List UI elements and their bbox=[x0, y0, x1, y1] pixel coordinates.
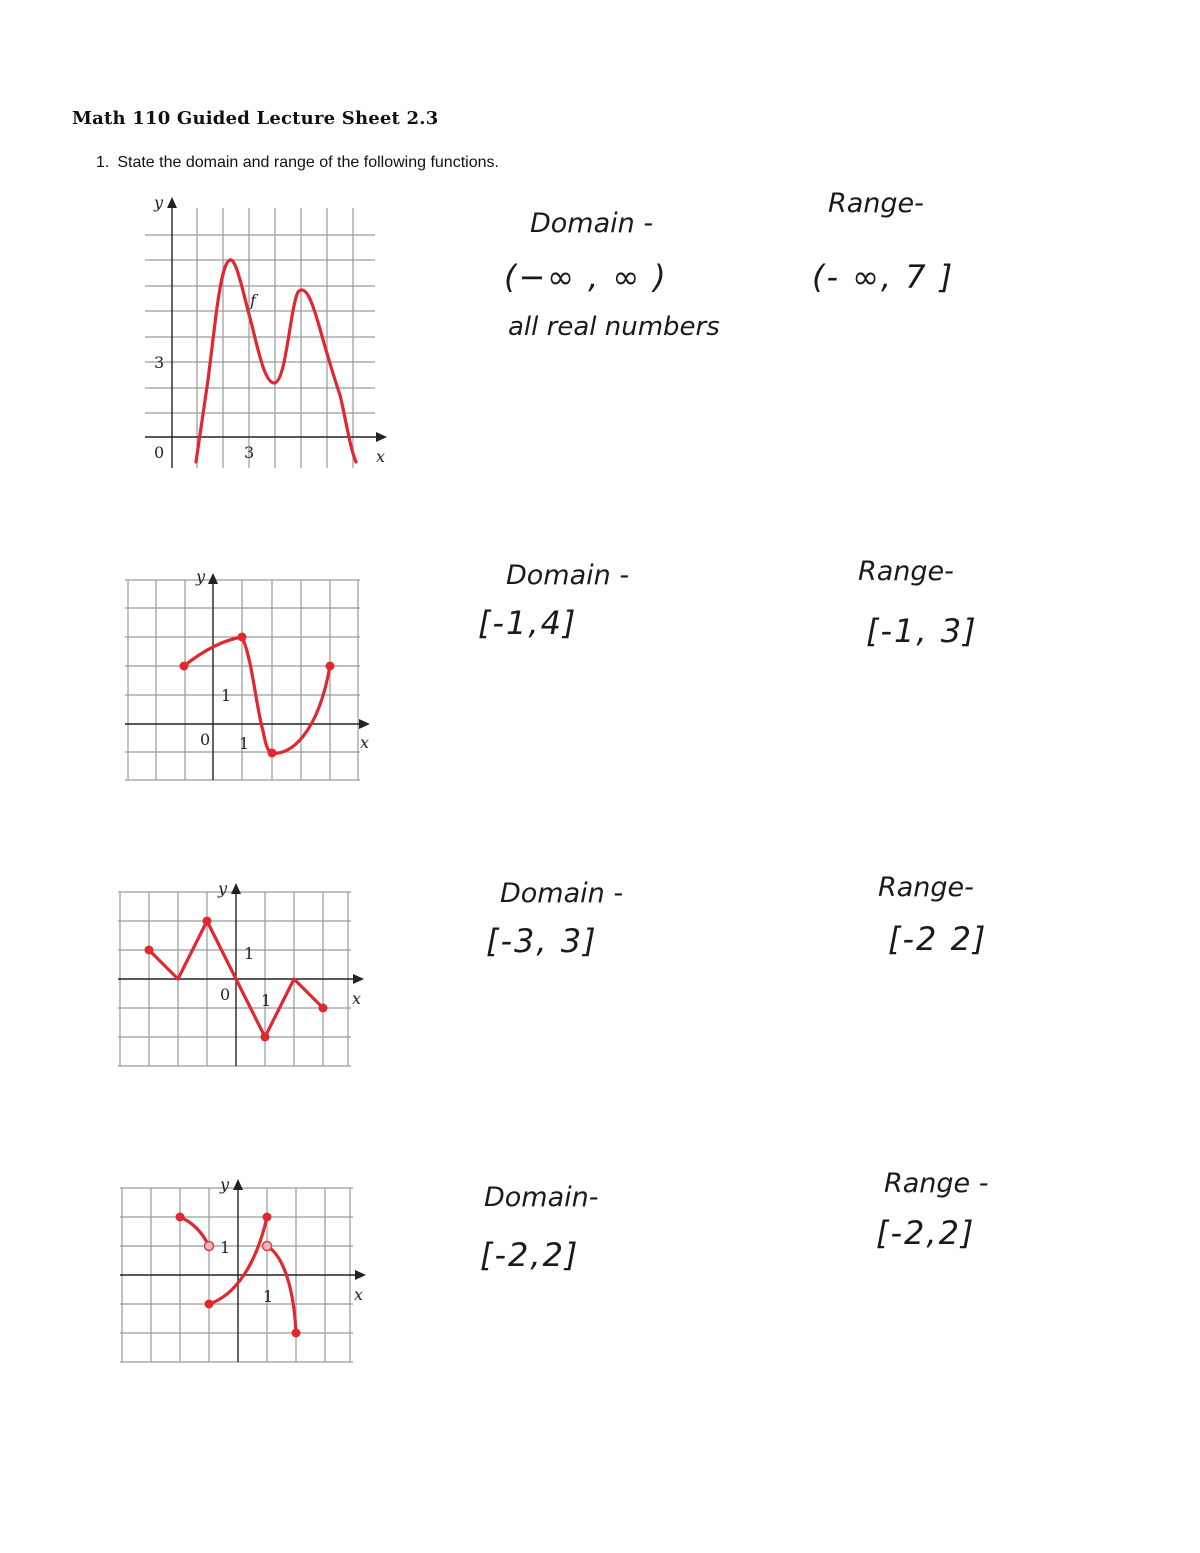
domain-answer-1: (−∞ , ∞ ) bbox=[504, 258, 668, 296]
y-axis-label: y bbox=[154, 193, 164, 212]
function-curve-left bbox=[180, 1217, 209, 1246]
endpoint-dot bbox=[180, 662, 189, 671]
x-axis-arrow-icon bbox=[353, 974, 364, 984]
domain-label-3: Domain - bbox=[500, 878, 624, 909]
x-axis-arrow-icon bbox=[376, 432, 387, 442]
x-axis-label: x bbox=[352, 989, 362, 1008]
endpoint-dot bbox=[268, 749, 277, 758]
x-tick-label: 1 bbox=[261, 991, 272, 1010]
x-axis-arrow-icon bbox=[359, 719, 370, 729]
origin-label: 0 bbox=[200, 730, 211, 749]
open-endpoint-dot bbox=[205, 1242, 214, 1251]
x-axis-arrow-icon bbox=[355, 1270, 366, 1280]
origin-label: 0 bbox=[220, 985, 231, 1004]
range-label-4: Range - bbox=[884, 1168, 989, 1199]
domain-answer-4: [-2,2] bbox=[480, 1236, 580, 1274]
closed-endpoint-dot bbox=[263, 1213, 272, 1222]
x-tick-label: 3 bbox=[244, 443, 255, 462]
question-1 bbox=[96, 154, 499, 172]
domain-answer-2: [-1,4] bbox=[478, 604, 578, 642]
graph-4 bbox=[118, 1170, 378, 1370]
question-text: State the domain and range of the following functions. bbox=[117, 154, 499, 171]
domain-answer-3: [-3, 3] bbox=[486, 922, 598, 960]
endpoint-dot bbox=[261, 1033, 270, 1042]
range-answer-1: (- ∞, 7 ] bbox=[812, 258, 955, 296]
y-axis-arrow-icon bbox=[231, 883, 241, 894]
closed-endpoint-dot bbox=[205, 1300, 214, 1309]
x-axis-label: x bbox=[360, 733, 370, 752]
endpoint-dot bbox=[326, 662, 335, 671]
y-axis-label: y bbox=[220, 1175, 230, 1194]
function-label: f bbox=[250, 291, 256, 310]
question-number: 1. bbox=[96, 154, 110, 171]
x-axis-label: x bbox=[376, 447, 386, 466]
domain-label-1: Domain - bbox=[530, 208, 654, 239]
y-tick-label: 3 bbox=[154, 353, 165, 372]
page-title: Math 110 Guided Lecture Sheet 2.3 bbox=[72, 108, 439, 129]
y-tick-label: 1 bbox=[244, 944, 255, 963]
y-tick-label: 1 bbox=[221, 686, 232, 705]
graph-1-grid bbox=[145, 208, 375, 468]
range-label-2: Range- bbox=[858, 556, 954, 587]
closed-endpoint-dot bbox=[292, 1329, 301, 1338]
domain-label-2: Domain - bbox=[506, 560, 630, 591]
endpoint-dot bbox=[319, 1004, 328, 1013]
range-answer-4: [-2,2] bbox=[876, 1214, 976, 1252]
y-axis-arrow-icon bbox=[208, 573, 218, 584]
domain-label-4: Domain- bbox=[484, 1182, 599, 1213]
y-axis-label: y bbox=[196, 567, 206, 586]
closed-endpoint-dot bbox=[176, 1213, 185, 1222]
range-label-1: Range- bbox=[828, 188, 924, 219]
x-tick-label: 1 bbox=[263, 1287, 274, 1306]
origin-label: 0 bbox=[154, 443, 165, 462]
y-axis-arrow-icon bbox=[167, 197, 177, 208]
endpoint-dot bbox=[238, 633, 247, 642]
range-answer-3: [-2 2] bbox=[888, 920, 988, 958]
range-answer-2: [-1, 3] bbox=[866, 612, 978, 650]
x-axis-label: x bbox=[354, 1285, 364, 1304]
range-label-3: Range- bbox=[878, 872, 974, 903]
domain-note-1: all real numbers bbox=[508, 312, 720, 342]
graph-1 bbox=[140, 190, 400, 480]
x-tick-label: 1 bbox=[239, 734, 250, 753]
endpoint-dot bbox=[145, 946, 154, 955]
graph-3 bbox=[116, 874, 376, 1074]
open-endpoint-dot bbox=[263, 1242, 272, 1251]
y-axis-arrow-icon bbox=[233, 1179, 243, 1190]
y-axis-label: y bbox=[218, 879, 228, 898]
graph-2 bbox=[120, 566, 380, 786]
endpoint-dot bbox=[203, 917, 212, 926]
y-tick-label: 1 bbox=[220, 1238, 231, 1257]
function-curve bbox=[196, 260, 356, 462]
